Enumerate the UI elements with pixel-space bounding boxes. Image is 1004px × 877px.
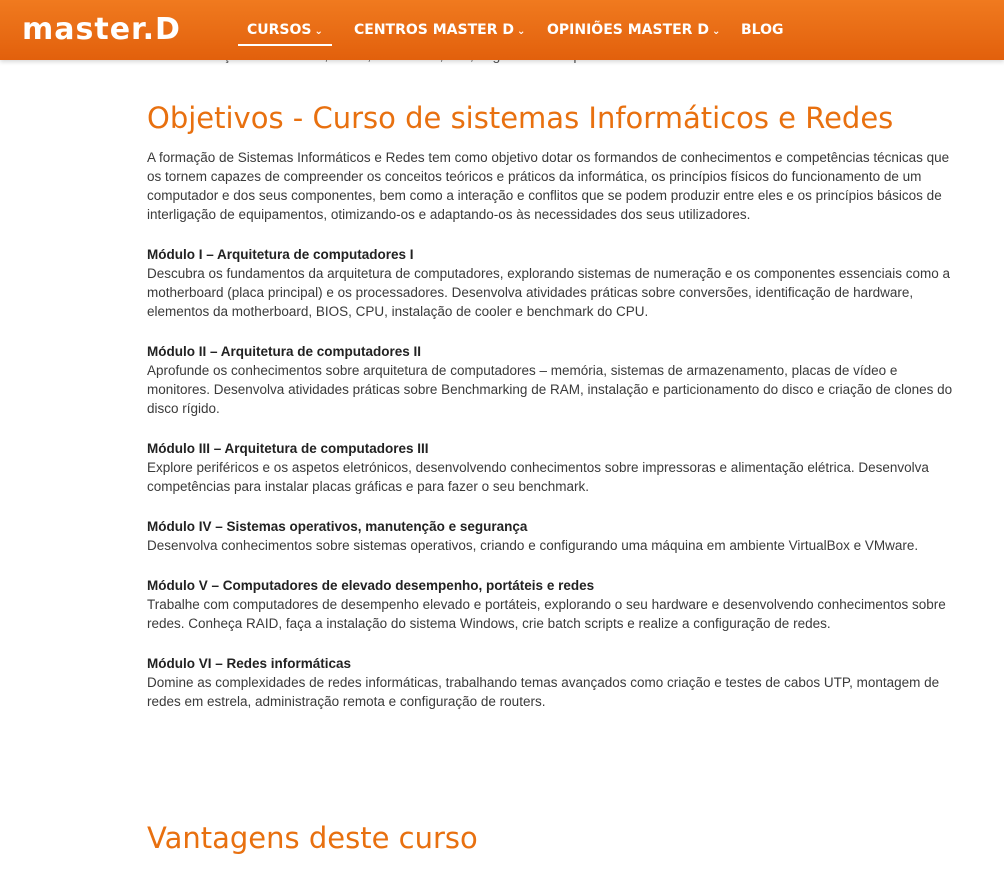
module-title: Módulo III – Arquitetura de computadores III [147,441,429,456]
nav-centros-label: CENTROS MASTER D [354,22,514,38]
module-title: Módulo V – Computadores de elevado desempenho, portáteis e redes [147,578,595,593]
nav-cursos[interactable] [247,21,323,41]
master-d-logo[interactable]: master.D [22,12,181,47]
objetivos-intro-paragraph: A formação de Sistemas Informáticos e Redes tem como objetivo dotar os formandos de conhecimentos e competências técnicas que os tornem capazes de compreender os conceitos teóricos e práticos da informática, os princípios físicos do funcionamento de um computador e dos seus componentes, bem como a interação e conflitos que se podem produzir entre eles e os princípios básicos de interligação de equipamentos, otimizando-os e adaptando-os às necessidades dos seus utilizadores. [147,150,950,222]
module-title: Módulo IV – Sistemas operativos, manutenção e segurança [147,519,528,534]
nav-opinioes-master-d[interactable] [547,21,720,41]
section-title-objetivos: Objetivos - Curso de sistemas Informáticos e Redes [147,101,894,135]
module-title: Módulo VI – Redes informáticas [147,656,352,671]
module-3 [147,439,959,496]
module-5 [147,576,959,633]
chevron-down-icon: ⌄ [314,26,323,37]
module-title: Módulo II – Arquitetura de computadores II [147,344,422,359]
chevron-down-icon: ⌄ [516,26,526,37]
module-description: Desenvolva conhecimentos sobre sistemas operativos, criando e configurando uma máquina em ambiente VirtualBox e VMware. [147,538,919,553]
chevron-down-icon: ⌄ [711,26,721,37]
module-4 [147,517,959,555]
module-description: Domine as complexidades de redes informáticas, trabalhando temas avançados como criação e testes de cabos UTP, montagem de redes em estrela, administração remota e configuração de routers. [147,675,940,709]
module-6 [147,654,959,711]
nav-opinioes-label: OPINIÕES MASTER D [547,22,709,38]
nav-cursos-label: CURSOS [247,22,312,38]
module-description: Aprofunde os conhecimentos sobre arquitetura de computadores – memória, sistemas de armazenamento, placas de vídeo e monitores. Desenvolva atividades práticas sobre Benchmarking de RAM, instalação e particionamento do disco e criação de clones do disco rígido. [147,363,953,416]
module-description: Descubra os fundamentos da arquitetura de computadores, explorando sistemas de numeração e os componentes essenciais como a motherboard (placa principal) e os processadores. Desenvolva atividades práticas sobre conversões, identificação de hardware, elementos da motherboard, BIOS, CPU, instalação de cooler e benchmark do CPU. [147,266,950,319]
top-navigation-bar [0,0,1004,60]
module-2 [147,342,959,418]
nav-blog-label: BLOG [741,22,784,38]
module-description: Explore periféricos e os aspetos eletrónicos, desenvolvendo conhecimentos sobre impressoras e alimentação elétrica. Desenvolva competências para instalar placas gráficas e para fazer o seu benchmark. [147,460,929,494]
main-content [147,100,959,711]
nav-centros-master-d[interactable] [354,21,525,41]
module-description: Trabalhe com computadores de desempenho elevado e portáteis, explorando o seu hardware e desenvolvendo conhecimentos sobre redes. Conheça RAID, faça a instalação do sistema Windows, crie batch scripts e realize a configuração de redes. [147,597,946,631]
module-title: Módulo I – Arquitetura de computadores I [147,247,414,262]
section-title-vantagens: Vantagens deste curso [147,821,478,855]
nav-blog[interactable] [741,21,784,39]
module-1 [147,245,959,321]
